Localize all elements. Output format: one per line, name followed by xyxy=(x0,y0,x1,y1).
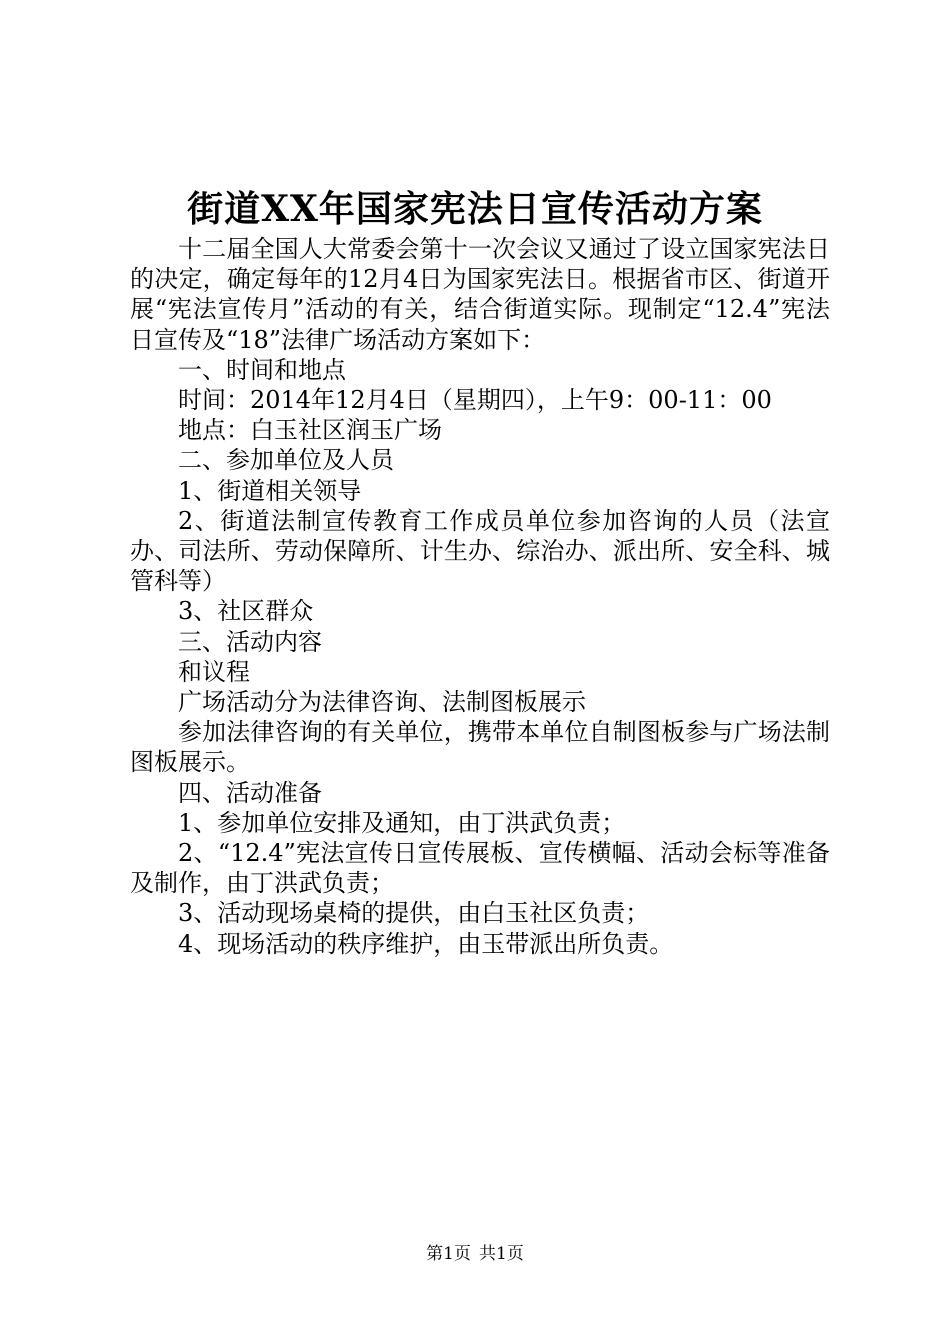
list-item-furniture: 3、活动现场桌椅的提供，由白玉社区负责； xyxy=(178,899,650,928)
list-item-boards: 2、“12.4”宪法宣传日宣传展板、宣传横幅、活动会标等准备及制作，由丁洪武负责； xyxy=(130,839,830,898)
section-heading-time-place: 一、时间和地点 xyxy=(178,355,346,384)
page-footer xyxy=(0,1242,950,1266)
paragraph-intro: 十二届全国人大常委会第十一次会议又通过了设立国家宪法日的决定，确定每年的12月4日为国家宪法日。根据省市区、街道开展“宪法宣传月”活动的有关，结合街道实际。现制定“12.4”宪法日宣传及“18”法律广场活动方案如下： xyxy=(130,235,830,354)
paragraph-exhibition: 参加法律咨询的有关单位，携带本单位自制图板参与广场法制图板展示。 xyxy=(130,718,830,777)
paragraph-activity-types: 广场活动分为法律咨询、法制图板展示 xyxy=(178,688,586,717)
list-item-notice: 1、参加单位安排及通知，由丁洪武负责； xyxy=(178,808,626,837)
section-heading-preparation: 四、活动准备 xyxy=(178,778,322,807)
paragraph-place: 地点：白玉社区润玉广场 xyxy=(178,416,442,445)
section-heading-content: 三、活动内容 xyxy=(178,627,322,656)
list-item-leaders: 1、街道相关领导 xyxy=(178,476,362,505)
document-body xyxy=(130,234,830,959)
page-number-current: 第1页 xyxy=(426,1244,471,1264)
section-heading-agenda: 和议程 xyxy=(178,657,250,686)
paragraph-time: 时间：2014年12月4日（星期四），上午9：00-11：00 xyxy=(178,386,772,415)
list-item-residents: 3、社区群众 xyxy=(178,597,314,626)
document-title: 街道XX年国家宪法日宣传活动方案 xyxy=(187,188,763,230)
list-item-order: 4、现场活动的秩序维护，由玉带派出所负责。 xyxy=(178,929,674,958)
page-number-total: 共1页 xyxy=(479,1244,524,1264)
section-heading-participants: 二、参加单位及人员 xyxy=(178,446,394,475)
list-item-member-units: 2、街道法制宣传教育工作成员单位参加咨询的人员（法宣办、司法所、劳动保障所、计生办、综治办、派出所、安全科、城管科等） xyxy=(130,506,830,596)
